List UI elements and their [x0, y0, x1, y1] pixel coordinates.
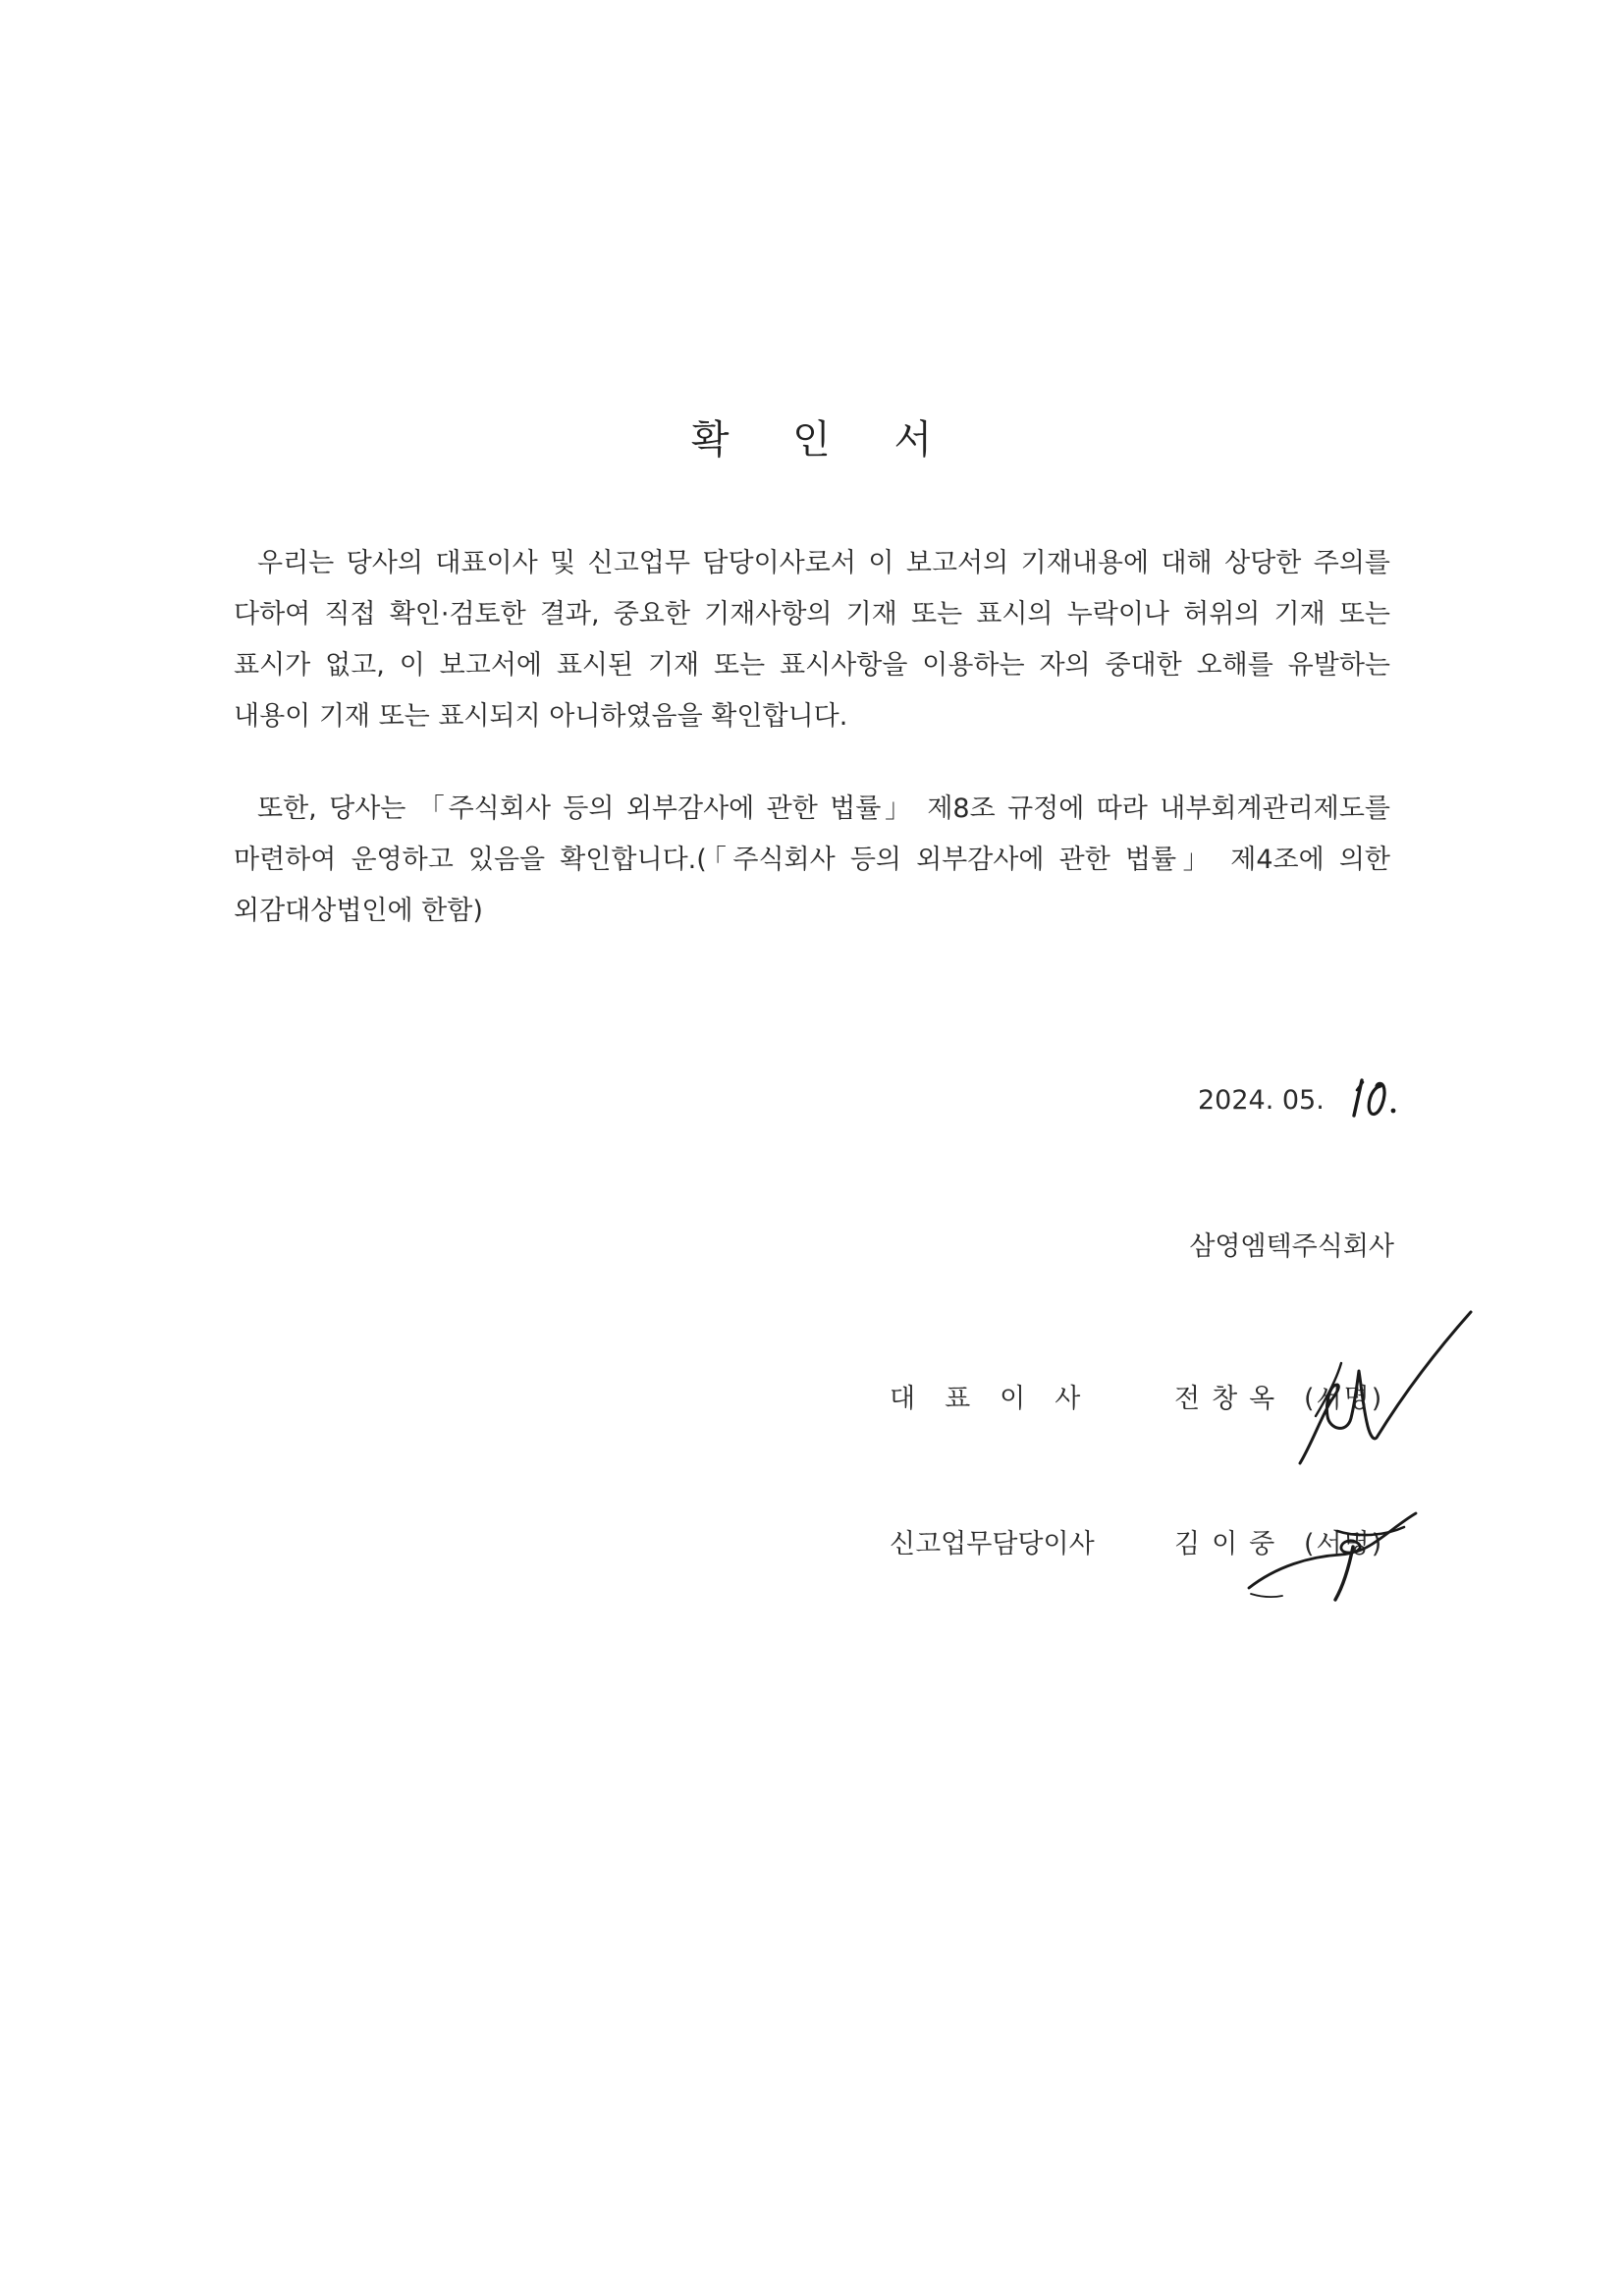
paragraph-internal-control: [234, 784, 1390, 937]
paragraph-confirmation: [234, 538, 1390, 742]
handwritten-signature-director: [1247, 1498, 1443, 1606]
company-name: 삼영엠텍주식회사: [1189, 1231, 1394, 1262]
handwritten-day: [1348, 1066, 1403, 1125]
signatory-name: 김이중: [1174, 1529, 1287, 1559]
paragraph-1-text: 우리는 당사의 대표이사 및 신고업무 담당이사로서 이 보고서의 기재내용에 대해 상당한 주의를 다하여 직접 확인·검토한 결과, 중요한 기재사항의 기재 또는 표시의 누락이나 허위의 기재 또는 표시가 없고, 이 보고서에 표시된 기재 또는 표시사항을 이용하는 자의 중대한 오해를 유발하는 내용이 기재 또는 표시되지 아니하였음을 확인합니다.: [234, 548, 1390, 732]
signature-label: (서명): [1304, 1529, 1384, 1559]
document-title: 확 인 서: [690, 417, 958, 463]
signatory-name: 전창옥: [1174, 1384, 1287, 1414]
signatory-role: 신고업무담당이사: [890, 1529, 1095, 1559]
handwritten-signature-ceo: [1276, 1306, 1492, 1483]
paragraph-2-text: 또한, 당사는 「주식회사 등의 외부감사에 관한 법률」 제8조 규정에 따라 내부회계관리제도를 마련하여 운영하고 있음을 확인합니다.(「주식회사 등의 외부감사에 관한 법률」 제4조에 의한 외감대상법인에 한함): [234, 793, 1390, 926]
signatory-role: 대표이사: [890, 1384, 1110, 1414]
signature-label: (서명): [1304, 1384, 1384, 1414]
document-date: [1159, 1076, 1394, 1125]
date-printed: 2024. 05.: [1198, 1085, 1325, 1116]
